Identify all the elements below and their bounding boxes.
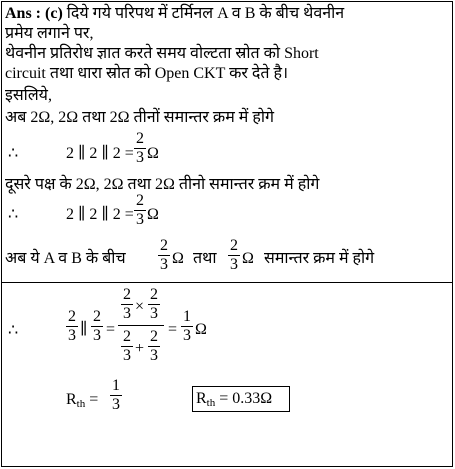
therefore-symbol-3: ∴ bbox=[8, 322, 19, 339]
rth-result-text: Rth = 0.33Ω bbox=[196, 390, 273, 409]
line-8-unit-1: Ω bbox=[172, 250, 184, 267]
equation-2-fraction: 2 3 bbox=[136, 192, 144, 228]
answer-line-4: circuit तथा धारा स्रोत को Open CKT कर देते है। bbox=[5, 65, 289, 82]
equation-1-lhs: 2 ∥ 2 ∥ 2 = bbox=[66, 145, 134, 162]
answer-line-6: अब 2Ω, 2Ω तथा 2Ω तीनों समान्तर क्रम में होगे bbox=[5, 109, 275, 126]
equation-3-fraction-a: 2 3 bbox=[68, 308, 76, 344]
rth-label: Rth = bbox=[66, 391, 99, 410]
answer-line-5: इसलिये, bbox=[5, 87, 52, 104]
rth-result-box bbox=[192, 386, 290, 412]
line-8-fraction-2: 2 3 bbox=[230, 237, 238, 273]
equation-1-unit: Ω bbox=[147, 145, 159, 162]
compound-denominator-frac-b: 2 3 bbox=[150, 328, 158, 364]
answer-line-7: दूसरे पक्ष के 2Ω, 2Ω तथा 2Ω तीनो समान्तर क्रम में होगे bbox=[5, 176, 320, 193]
answer-line-2: प्रमेय लगाने पर, bbox=[5, 25, 94, 42]
answer-line-3: थेवनीन प्रतिरोध ज्ञात करते समय वोल्टता स्रोत को Short bbox=[5, 45, 319, 62]
answer-line-1 bbox=[5, 5, 344, 23]
compound-times-sign: × bbox=[135, 298, 145, 315]
equation-2-lhs: 2 ∥ 2 ∥ 2 = bbox=[66, 206, 134, 223]
therefore-symbol-1: ∴ bbox=[8, 145, 19, 162]
answer-label: Ans : (c) bbox=[5, 5, 63, 22]
line-8-unit-2: Ω bbox=[242, 250, 254, 267]
compound-numerator-frac-a: 2 3 bbox=[123, 286, 131, 322]
equation-3-parallel: ∥ bbox=[80, 321, 88, 338]
equation-3-compound-fraction bbox=[118, 287, 166, 367]
equation-3-unit: Ω bbox=[195, 321, 207, 338]
answer-line-8-start: अब ये A व B के बीच bbox=[5, 250, 126, 267]
therefore-symbol-2: ∴ bbox=[8, 206, 19, 223]
compound-numerator-frac-b: 2 3 bbox=[150, 286, 158, 322]
equation-3-fraction-b: 2 3 bbox=[93, 308, 101, 344]
equation-3-result-fraction: 1 3 bbox=[183, 308, 191, 344]
equation-3-equals-1: = bbox=[106, 321, 116, 338]
line-8-fraction-1: 2 3 bbox=[160, 237, 168, 273]
equation-2-unit: Ω bbox=[147, 206, 159, 223]
answer-line-1-text: दिये गये परिपथ में टर्मिनल A व B के बीच थेवनीन bbox=[66, 5, 345, 22]
compound-plus-sign: + bbox=[135, 340, 145, 357]
section-divider bbox=[1, 282, 453, 283]
equation-1-fraction: 2 3 bbox=[136, 130, 144, 166]
rth-fraction: 1 3 bbox=[112, 377, 120, 413]
equation-3-equals-2: = bbox=[168, 321, 178, 338]
compound-main-bar bbox=[118, 325, 164, 326]
answer-line-8-end: समान्तर क्रम में होगे bbox=[264, 250, 375, 267]
line-8-connector: तथा bbox=[193, 250, 217, 267]
compound-denominator-frac-a: 2 3 bbox=[123, 328, 131, 364]
